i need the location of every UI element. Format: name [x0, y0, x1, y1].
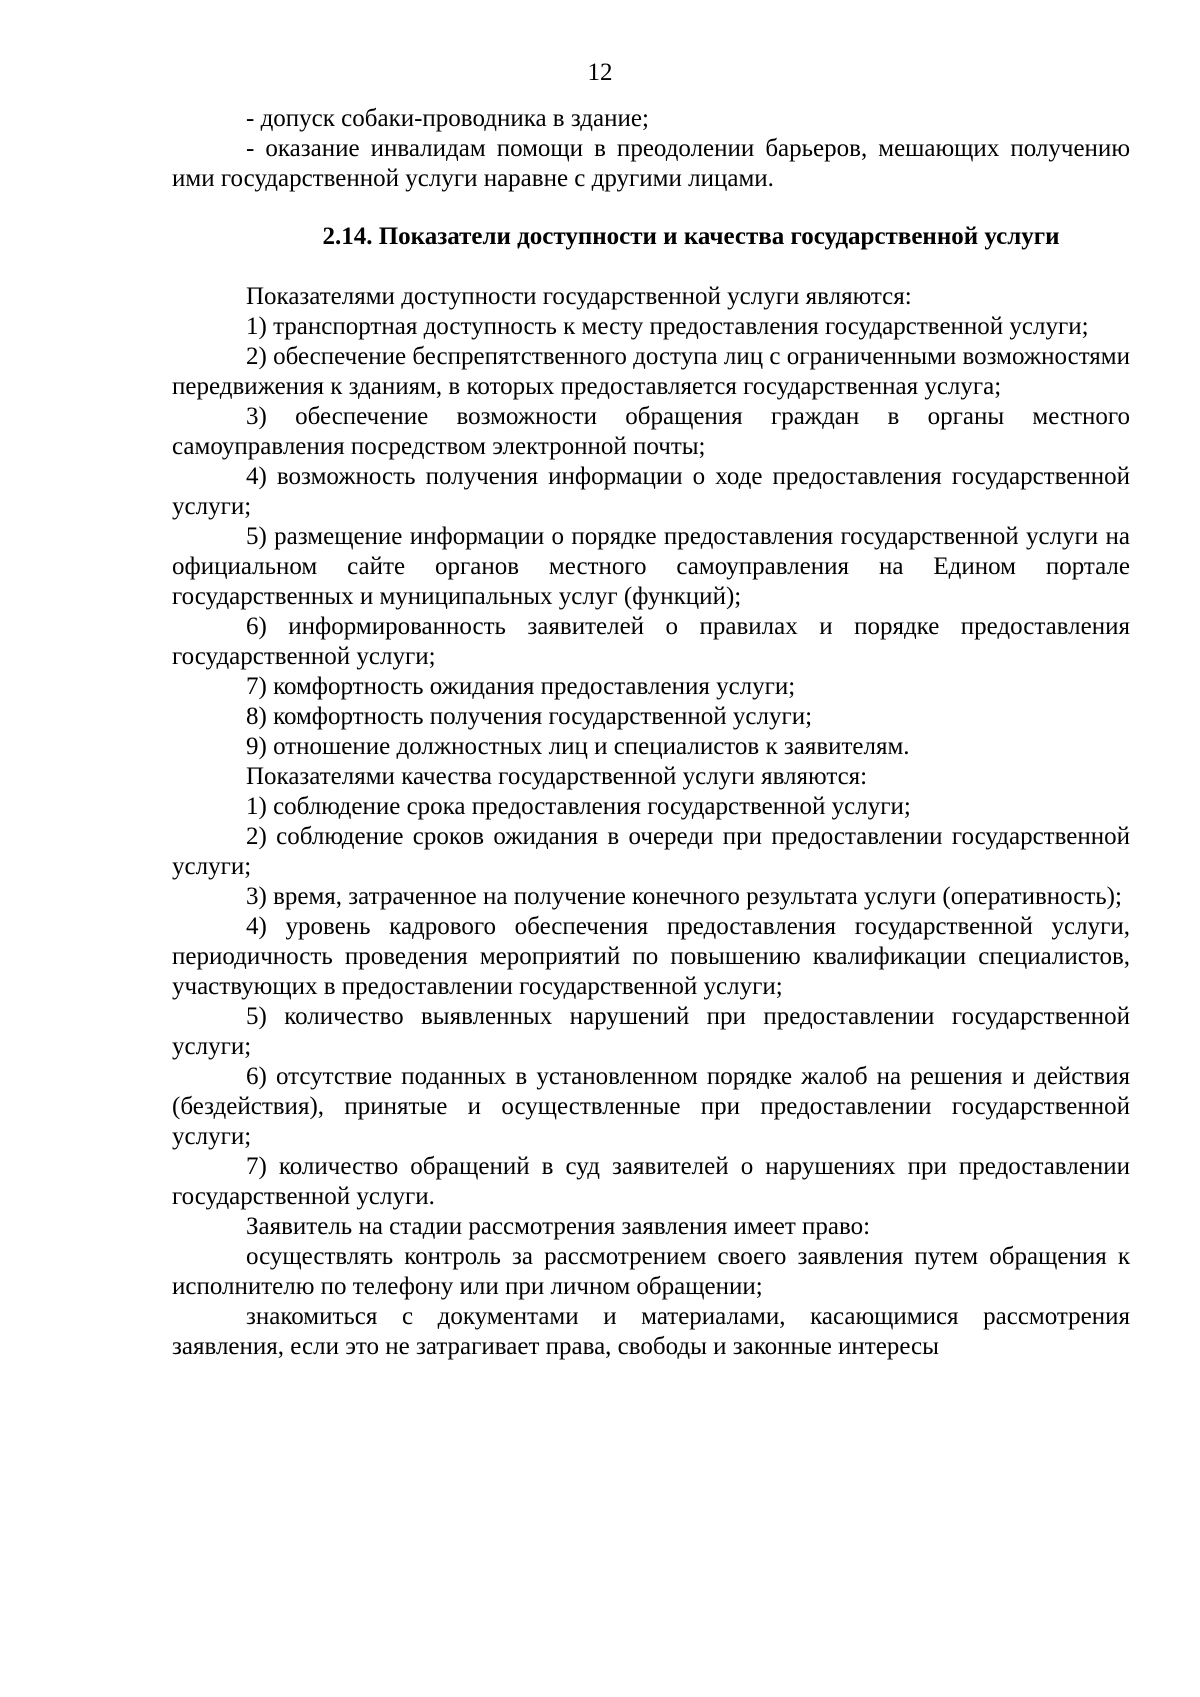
paragraph-applicant-rights-intro: Заявитель на стадии рассмотрения заявления имеет право:: [246, 1213, 871, 1240]
list-item-quality-7: 7) количество обращений в суд заявителей о нарушениях при предоставлении государственной услуги.: [172, 1153, 1130, 1210]
list-item-quality-4: 4) уровень кадрового обеспечения предоставления государственной услуги, периодичность проведения мероприятий по повышению квалификации специалистов, участвующих в предоставлении государственной услуги;: [172, 913, 1130, 1000]
list-item-quality-1: 1) соблюдение срока предоставления государственной услуги;: [246, 793, 911, 820]
section-heading-2-14: 2.14. Показатели доступности и качества государственной услуги: [322, 223, 1060, 250]
list-item-accessibility-8: 8) комфортность получения государственной услуги;: [246, 703, 813, 730]
list-item-accessibility-4: 4) возможность получения информации о ходе предоставления государственной услуги;: [172, 463, 1130, 520]
list-item-accessibility-9: 9) отношение должностных лиц и специалистов к заявителям.: [246, 733, 910, 760]
paragraph-applicant-right-control: осуществлять контроль за рассмотрением своего заявления путем обращения к исполнителю по телефону или при личном обращении;: [172, 1243, 1130, 1300]
paragraph-applicant-right-documents: знакомиться с документами и материалами, касающимися рассмотрения заявления, если это не затрагивает права, свободы и законные интересы: [172, 1303, 1130, 1360]
paragraph-assistance-disabled: - оказание инвалидам помощи в преодолении барьеров, мешающих получению ими государственной услуги наравне с другими лицами.: [172, 135, 1130, 192]
list-item-accessibility-5: 5) размещение информации о порядке предоставления государственной услуги на официальном сайте органов местного самоуправления на Едином портале государственных и муниципальных услуг (функций);: [172, 523, 1130, 610]
list-item-accessibility-3: 3) обеспечение возможности обращения граждан в органы местного самоуправления посредством электронной почты;: [172, 403, 1130, 460]
paragraph-quality-indicators-intro: Показателями качества государственной услуги являются:: [246, 763, 868, 790]
list-item-accessibility-6: 6) информированность заявителей о правилах и порядке предоставления государственной услуги;: [172, 613, 1130, 670]
paragraph-guide-dog-access: - допуск собаки-проводника в здание;: [246, 105, 649, 132]
paragraph-accessibility-indicators-intro: Показателями доступности государственной услуги являются:: [246, 283, 912, 310]
list-item-quality-2: 2) соблюдение сроков ожидания в очереди при предоставлении государственной услуги;: [172, 823, 1130, 880]
document-body: [172, 104, 1130, 1362]
list-item-quality-3: 3) время, затраченное на получение конечного результата услуги (оперативность);: [246, 883, 1122, 910]
list-item-accessibility-7: 7) комфортность ожидания предоставления услуги;: [246, 673, 796, 700]
list-item-accessibility-1: 1) транспортная доступность к месту предоставления государственной услуги;: [246, 313, 1089, 340]
list-item-quality-5: 5) количество выявленных нарушений при предоставлении государственной услуги;: [172, 1003, 1130, 1060]
list-item-quality-6: 6) отсутствие поданных в установленном порядке жалоб на решения и действия (бездействия), принятые и осуществленные при предоставлении государственной услуги;: [172, 1063, 1130, 1150]
list-item-accessibility-2: 2) обеспечение беспрепятственного доступа лиц с ограниченными возможностями передвижения к зданиям, в которых предоставляется государственная услуга;: [172, 343, 1130, 400]
page-number: 12: [587, 59, 613, 86]
